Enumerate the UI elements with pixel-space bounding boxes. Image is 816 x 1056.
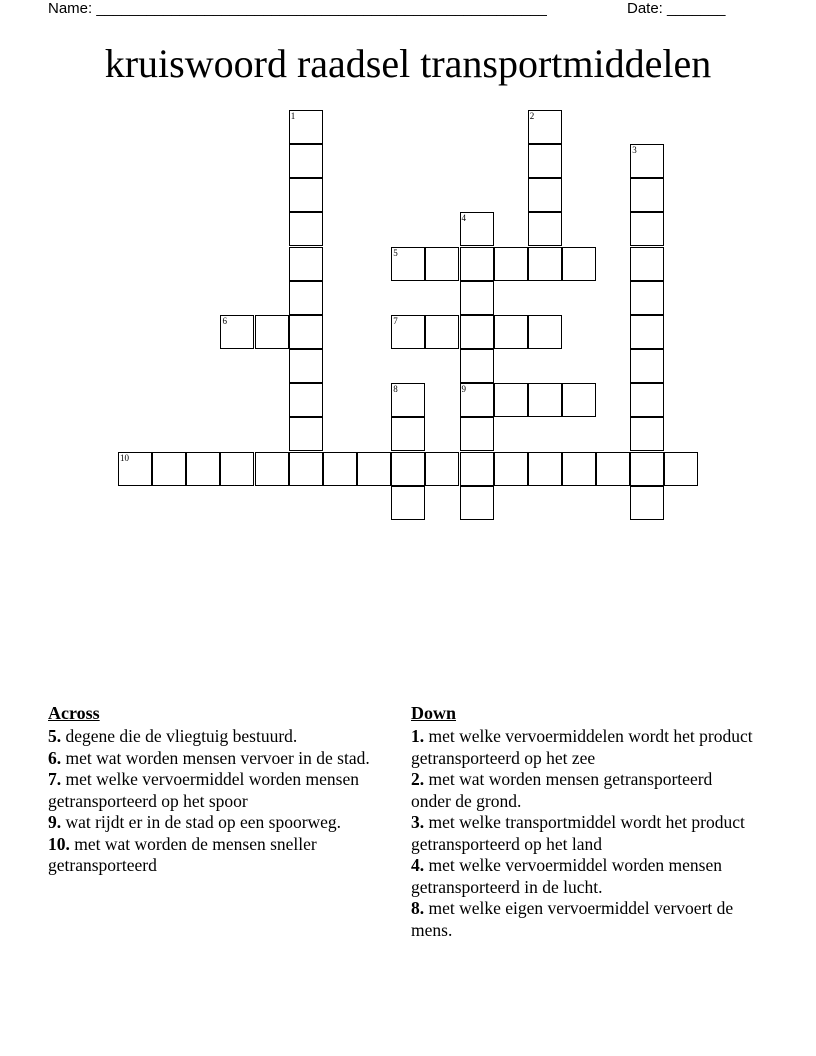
crossword-cell — [528, 383, 562, 417]
crossword-cell — [152, 452, 186, 486]
crossword-cell — [630, 212, 664, 246]
crossword-cell — [391, 247, 425, 281]
clue-text: met welke vervoermiddel worden mensen getransporteerd in de lucht. — [411, 855, 723, 897]
crossword-cell — [323, 452, 357, 486]
crossword-cell — [630, 417, 664, 451]
crossword-cell — [220, 315, 254, 349]
crossword-cell — [289, 178, 323, 212]
crossword-cell — [425, 315, 459, 349]
crossword-cell — [562, 452, 596, 486]
down-clues — [411, 702, 756, 941]
crossword-cell — [494, 247, 528, 281]
crossword-cell — [289, 144, 323, 178]
clue-text: met welke eigen vervoermiddel vervoert de mens. — [411, 898, 734, 940]
crossword-cell — [289, 212, 323, 246]
clue-across-6 — [48, 748, 388, 770]
crossword-cell — [391, 486, 425, 520]
clue-number: 4. — [411, 855, 425, 875]
crossword-cell — [357, 452, 391, 486]
crossword-cell — [630, 281, 664, 315]
crossword-cell — [460, 281, 494, 315]
crossword-cell — [596, 452, 630, 486]
clue-number: 9. — [48, 812, 62, 832]
clue-text: met wat worden mensen getransporteerd onder de grond. — [411, 769, 713, 811]
crossword-cell — [391, 417, 425, 451]
crossword-cell — [425, 247, 459, 281]
crossword-cell — [630, 144, 664, 178]
cell-number: 10 — [120, 452, 129, 463]
clue-down-3 — [411, 812, 756, 855]
crossword-cell — [664, 452, 698, 486]
crossword-cell — [460, 452, 494, 486]
crossword-cell — [289, 349, 323, 383]
across-heading: Across — [48, 703, 100, 723]
clue-number: 1. — [411, 726, 425, 746]
clue-down-1 — [411, 726, 756, 769]
page-title: kruiswoord raadsel transportmiddelen — [104, 41, 712, 86]
clue-number: 2. — [411, 769, 425, 789]
clue-text: met wat worden de mensen sneller getransporteerd — [48, 833, 317, 875]
crossword-cell — [255, 452, 289, 486]
clue-text: met welke transportmiddel wordt het product getransporteerd op het land — [411, 812, 745, 854]
crossword-cell — [630, 383, 664, 417]
crossword-cell — [528, 212, 562, 246]
crossword-cell — [494, 315, 528, 349]
clue-text: degene die de vliegtuig bestuurd. — [65, 726, 298, 746]
cell-number: 8 — [393, 384, 398, 395]
down-heading: Down — [411, 703, 457, 723]
clue-text: wat rijdt er in de stad op een spoorweg. — [65, 812, 342, 832]
crossword-cell — [630, 178, 664, 212]
crossword-cell — [425, 452, 459, 486]
clue-across-10 — [48, 834, 388, 877]
crossword-cell — [186, 452, 220, 486]
crossword-cell — [630, 315, 664, 349]
crossword-cell — [391, 452, 425, 486]
crossword-cell — [630, 349, 664, 383]
crossword-cell — [494, 383, 528, 417]
crossword-cell — [460, 315, 494, 349]
date-label: Date: — [627, 0, 663, 17]
crossword-cell — [289, 417, 323, 451]
clue-across-9 — [48, 812, 388, 834]
crossword-cell — [220, 452, 254, 486]
name-line: ______________________________________________________ — [96, 0, 547, 17]
clue-number: 3. — [411, 812, 425, 832]
crossword-cell — [528, 110, 562, 144]
cell-number: 3 — [632, 145, 637, 156]
crossword-cell — [630, 452, 664, 486]
clue-number: 6. — [48, 747, 62, 768]
crossword-cell — [460, 486, 494, 520]
crossword-cell — [289, 281, 323, 315]
cell-number: 6 — [222, 315, 227, 326]
crossword-cell — [630, 486, 664, 520]
crossword-cell — [562, 383, 596, 417]
crossword-cell — [562, 247, 596, 281]
clue-number: 8. — [411, 898, 425, 918]
cell-number: 7 — [393, 315, 398, 326]
crossword-cell — [528, 247, 562, 281]
crossword-cell — [289, 315, 323, 349]
crossword-cell — [528, 144, 562, 178]
name-label: Name: — [48, 0, 93, 17]
cell-number: 5 — [393, 247, 398, 258]
crossword-cell — [460, 349, 494, 383]
crossword-cell — [289, 247, 323, 281]
clue-number: 7. — [48, 769, 62, 789]
clue-across-7 — [48, 769, 388, 812]
clue-down-8 — [411, 898, 756, 941]
crossword-cell — [494, 452, 528, 486]
cell-number: 4 — [461, 213, 466, 224]
crossword-cell — [255, 315, 289, 349]
crossword-cell — [460, 212, 494, 246]
crossword-cell — [118, 452, 152, 486]
crossword-cell — [391, 315, 425, 349]
crossword-cell — [460, 383, 494, 417]
cell-number: 9 — [461, 384, 466, 395]
clue-number: 10. — [48, 833, 70, 854]
crossword-cell — [289, 110, 323, 144]
clue-across-5 — [48, 726, 388, 748]
clue-text: met welke vervoermiddel worden mensen getransporteerd op het spoor — [48, 769, 360, 811]
cell-number: 2 — [529, 111, 535, 121]
cell-number: 1 — [290, 111, 296, 121]
crossword-cell — [528, 452, 562, 486]
clue-down-2 — [411, 769, 756, 812]
crossword-cell — [630, 247, 664, 281]
crossword-cell — [528, 178, 562, 212]
across-clues — [48, 702, 388, 877]
crossword-cell — [460, 417, 494, 451]
clue-number: 5. — [48, 726, 62, 746]
crossword-cell — [528, 315, 562, 349]
clue-text: met wat worden mensen vervoer in de stad. — [65, 747, 370, 768]
crossword-cell — [391, 383, 425, 417]
clue-down-4 — [411, 855, 756, 898]
crossword-cell — [289, 383, 323, 417]
date-line: _______ — [667, 0, 726, 17]
clue-text: met welke vervoermiddelen wordt het product getransporteerd op het zee — [411, 726, 753, 768]
crossword-cell — [289, 452, 323, 486]
crossword-cell — [460, 247, 494, 281]
